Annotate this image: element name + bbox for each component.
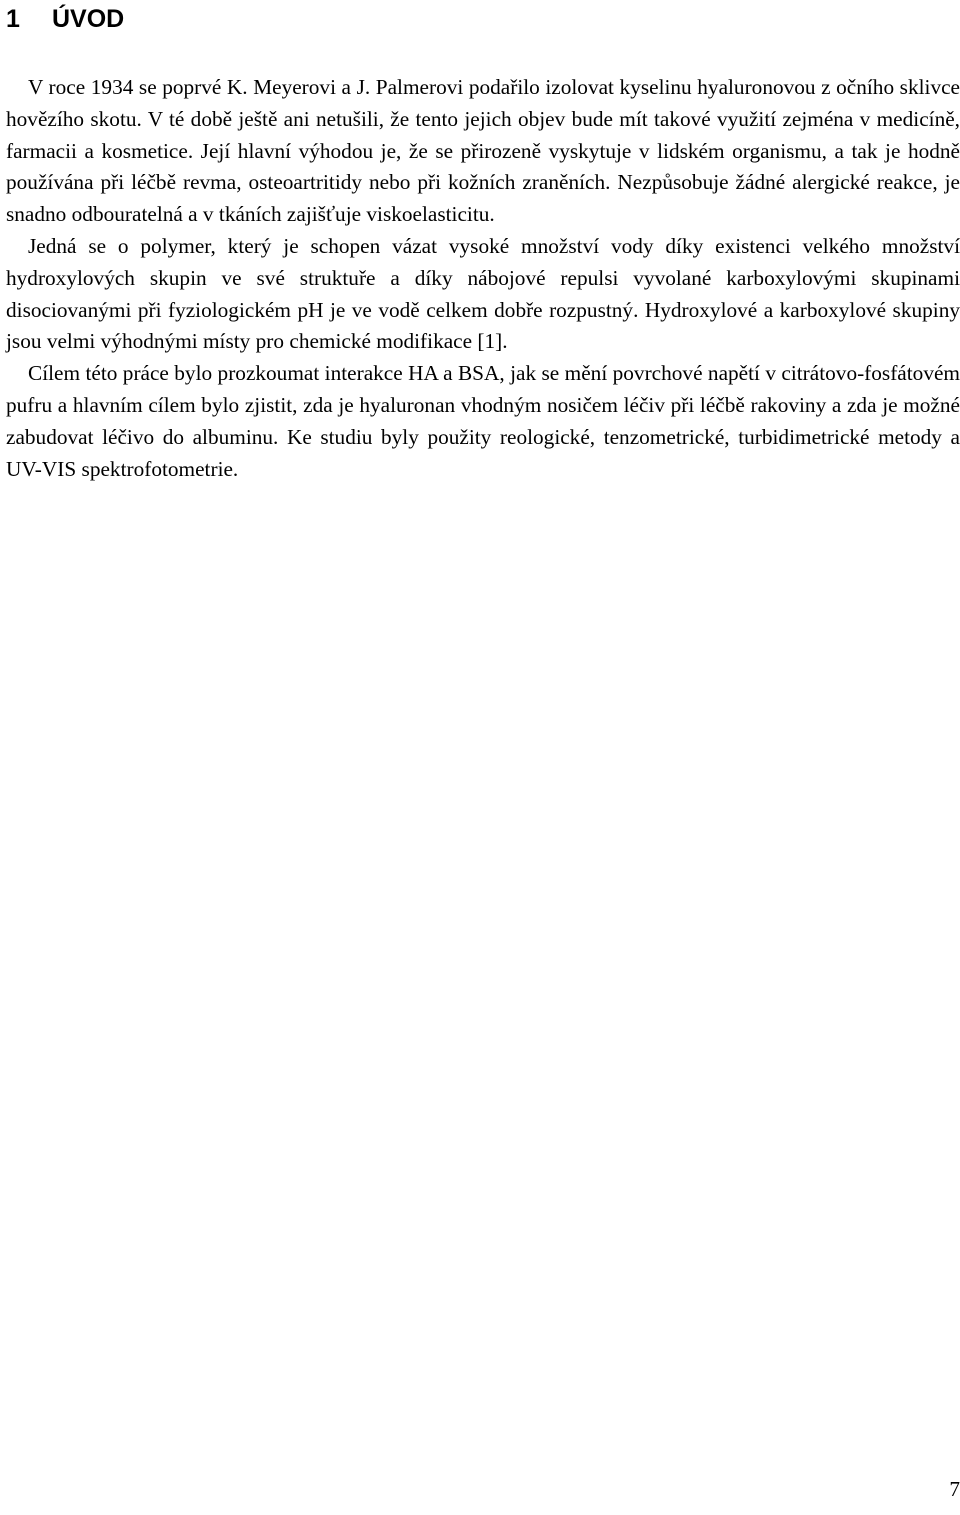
body-text	[6, 72, 960, 485]
section-title: ÚVOD	[52, 5, 125, 33]
paragraph-intro: V roce 1934 se poprvé K. Meyerovi a J. Palmerovi podařilo izolovat kyselinu hyaluronovou z očního sklivce hovězího skotu. V té době ještě ani netušili, že tento jejich objev bude mít takové využití zejména v medicíně, farmacii a kosmetice. Její hlavní výhodou je, že se přirozeně vyskytuje v lidském organismu, a tak je hodně používána při léčbě revma, osteoartritidy nebo při kožních zraněních. Nezpůsobuje žádné alergické reakce, je snadno odbouratelná a v tkáních zajišťuje viskoelasticitu.	[6, 75, 960, 227]
section-heading	[6, 2, 124, 36]
paragraph-aim: Cílem této práce bylo prozkoumat interakce HA a BSA, jak se mění povrchové napětí v citrátovo-fosfátovém pufru a hlavním cílem bylo zjistit, zda je hyaluronan vhodným nosičem léčiv při léčbě rakoviny a zda je možné zabudovat léčivo do albuminu. Ke studiu byly použity reologické, tenzometrické, turbidimetrické metody a UV-VIS spektrofotometrie.	[6, 361, 960, 481]
page-number: 7	[949, 1477, 960, 1501]
section-number: 1	[6, 5, 20, 33]
paragraph-polymer: Jedná se o polymer, který je schopen vázat vysoké množství vody díky existenci velkého množství hydroxylových skupin ve své struktuře a díky nábojové repulsi vyvolané karboxylovými skupinami disociovanými při fyziologickém pH je ve vodě celkem dobře rozpustný. Hydroxylové a karboxylové skupiny jsou velmi výhodnými místy pro chemické modifikace [1].	[6, 233, 960, 354]
